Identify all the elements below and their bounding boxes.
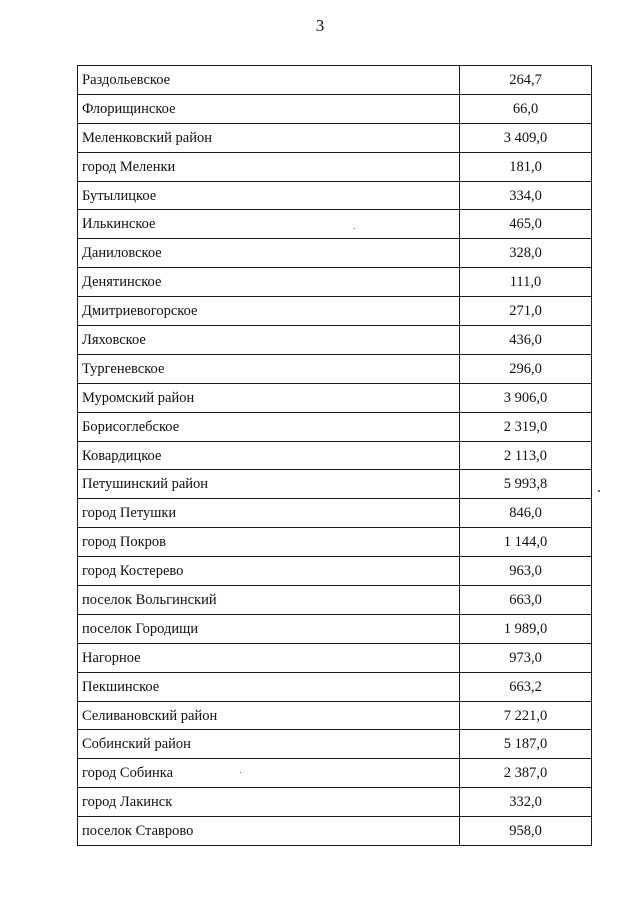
municipality-name: Меленковский район — [78, 123, 460, 152]
municipality-name: поселок Вольгинский — [78, 586, 460, 615]
amount-value: 663,0 — [460, 586, 592, 615]
municipality-name: Тургеневское — [78, 354, 460, 383]
amount-value: 5 993,8 — [460, 470, 592, 499]
table-row — [78, 643, 592, 672]
amount-value: 181,0 — [460, 152, 592, 181]
amount-value: 1 144,0 — [460, 528, 592, 557]
amount-value: 296,0 — [460, 354, 592, 383]
amount-value: 973,0 — [460, 643, 592, 672]
amount-value: 465,0 — [460, 210, 592, 239]
municipality-name: Селивановский район — [78, 701, 460, 730]
table-row — [78, 383, 592, 412]
municipality-name: город Меленки — [78, 152, 460, 181]
table-row — [78, 672, 592, 701]
municipality-name: Бутылицкое — [78, 181, 460, 210]
amount-value: 271,0 — [460, 297, 592, 326]
table-row — [78, 528, 592, 557]
amount-value: 958,0 — [460, 817, 592, 846]
table-body — [78, 66, 592, 846]
amount-value: 111,0 — [460, 268, 592, 297]
municipality-name: Раздольевское — [78, 66, 460, 95]
scan-speck — [354, 228, 355, 229]
scan-speck — [240, 772, 241, 773]
municipality-name: Илькинское — [78, 210, 460, 239]
municipality-name: Муромский район — [78, 383, 460, 412]
page-number: 3 — [315, 16, 325, 35]
municipality-name: Нагорное — [78, 643, 460, 672]
municipality-name: город Покров — [78, 528, 460, 557]
table-row — [78, 123, 592, 152]
amount-value: 5 187,0 — [460, 730, 592, 759]
table-row — [78, 239, 592, 268]
amount-value: 1 989,0 — [460, 614, 592, 643]
amount-value: 264,7 — [460, 66, 592, 95]
municipality-name: Ковардицкое — [78, 441, 460, 470]
table-row — [78, 730, 592, 759]
amount-value: 2 387,0 — [460, 759, 592, 788]
table-row — [78, 354, 592, 383]
municipality-name: город Собинка — [78, 759, 460, 788]
table-row — [78, 181, 592, 210]
municipality-name: Денятинское — [78, 268, 460, 297]
municipality-name: поселок Городищи — [78, 614, 460, 643]
municipality-name: Пекшинское — [78, 672, 460, 701]
municipality-name: город Петушки — [78, 499, 460, 528]
table-row — [78, 788, 592, 817]
scan-speck — [598, 490, 600, 492]
amount-value: 332,0 — [460, 788, 592, 817]
amount-value: 328,0 — [460, 239, 592, 268]
municipality-name: город Костерево — [78, 557, 460, 586]
table-row — [78, 499, 592, 528]
amount-value: 963,0 — [460, 557, 592, 586]
table-row — [78, 817, 592, 846]
table-row — [78, 94, 592, 123]
table-row — [78, 470, 592, 499]
amount-value: 663,2 — [460, 672, 592, 701]
amount-value: 334,0 — [460, 181, 592, 210]
municipality-name: Собинский район — [78, 730, 460, 759]
table-row — [78, 268, 592, 297]
municipality-name: Борисоглебское — [78, 412, 460, 441]
amount-value: 3 906,0 — [460, 383, 592, 412]
municipality-name: Ляховское — [78, 326, 460, 355]
table-row — [78, 412, 592, 441]
table-row — [78, 441, 592, 470]
amount-value: 3 409,0 — [460, 123, 592, 152]
table-row — [78, 297, 592, 326]
amount-value: 846,0 — [460, 499, 592, 528]
amount-value: 66,0 — [460, 94, 592, 123]
amount-value: 2 113,0 — [460, 441, 592, 470]
amount-value: 436,0 — [460, 326, 592, 355]
municipality-name: Петушинский район — [78, 470, 460, 499]
municipality-name: поселок Ставрово — [78, 817, 460, 846]
municipality-name: Даниловское — [78, 239, 460, 268]
table-row — [78, 210, 592, 239]
data-table — [77, 65, 592, 846]
amount-value: 2 319,0 — [460, 412, 592, 441]
municipality-name: город Лакинск — [78, 788, 460, 817]
amount-value: 7 221,0 — [460, 701, 592, 730]
table-row — [78, 701, 592, 730]
table-row — [78, 614, 592, 643]
municipality-name: Флорищинское — [78, 94, 460, 123]
table-row — [78, 326, 592, 355]
table-row — [78, 759, 592, 788]
table-row — [78, 66, 592, 95]
table-row — [78, 152, 592, 181]
table-row — [78, 557, 592, 586]
municipality-name: Дмитриевогорское — [78, 297, 460, 326]
table-row — [78, 586, 592, 615]
